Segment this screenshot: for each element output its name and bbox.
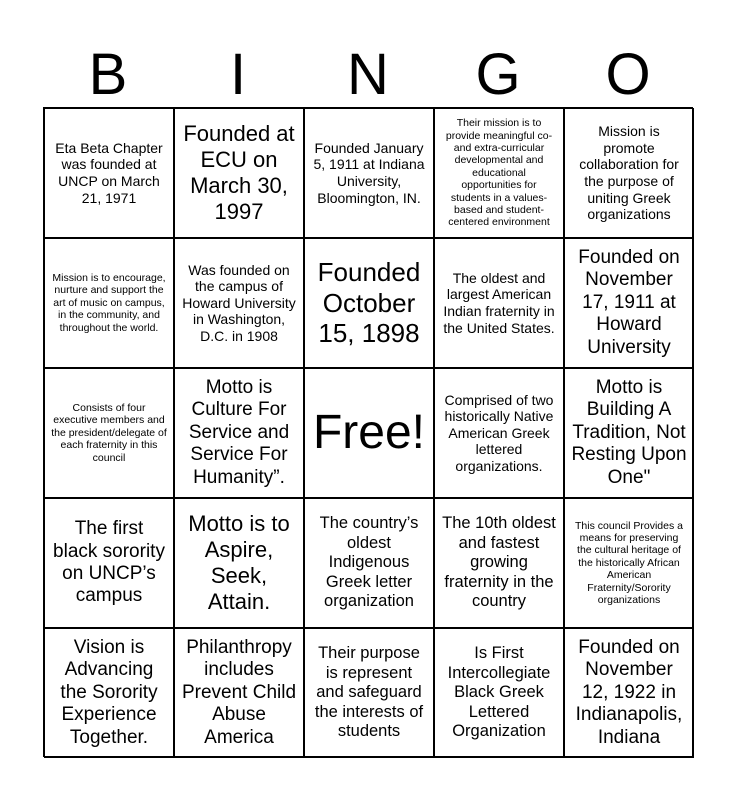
cell-text: Mission is promote collaboration for the purpose of uniting Greek organizations [579, 123, 679, 223]
cell-text: Motto is Building A Tradition, Not Resting Upon One" [571, 376, 687, 488]
cell-text: Mission is to encourage, nurture and support the art of music on campus, in the community, and throughout the world. [52, 272, 166, 334]
bingo-cell[interactable] [434, 628, 564, 758]
bingo-cell[interactable] [44, 628, 174, 758]
free-space-cell[interactable] [304, 368, 434, 498]
cell-text: This council Provides a means for preserving the cultural heritage of the historically African American Fraternity/Sorority organizations [575, 519, 683, 606]
bingo-cell[interactable] [44, 498, 174, 628]
cell-text: Vision is Advancing the Sorority Experience Together. [60, 636, 158, 748]
cell-text: The oldest and largest American Indian fraternity in the United States. [443, 269, 555, 336]
cell-text: The first black sorority on UNCP’s campus [53, 518, 165, 607]
bingo-cell[interactable] [434, 368, 564, 498]
header-letter-b: B [88, 42, 128, 107]
bingo-board [43, 107, 693, 757]
cell-text: Is First Intercollegiate Black Greek Lettered Organization [447, 644, 551, 741]
cell-text: Was founded on the campus of Howard University in Washington, D.C. in 1908 [182, 261, 296, 344]
header-letter-n: N [347, 42, 389, 107]
cell-text: Founded on November 12, 1922 in Indianapolis, Indiana [575, 636, 683, 748]
free-space-text: Free! [312, 405, 426, 459]
cell-text: The country’s oldest Indigenous Greek letter organization [319, 514, 419, 611]
bingo-cell[interactable] [44, 238, 174, 368]
bingo-cell[interactable] [304, 628, 434, 758]
cell-text: Eta Beta Chapter was founded at UNCP on March 21, 1971 [55, 139, 163, 206]
cell-text: Motto is Culture For Service and Service For Humanity”. [188, 376, 290, 488]
header-letter-g: G [475, 42, 521, 107]
cell-text: Their purpose is represent and safeguard the interests of students [314, 644, 424, 741]
bingo-cell[interactable] [434, 498, 564, 628]
bingo-cell[interactable] [564, 238, 694, 368]
bingo-cell[interactable] [564, 628, 694, 758]
bingo-cell[interactable] [174, 108, 304, 238]
cell-text: Founded October 15, 1898 [317, 256, 421, 349]
bingo-cell[interactable] [564, 498, 694, 628]
cell-text: Founded at ECU on March 30, 1997 [183, 121, 295, 224]
cell-text: Motto is to Aspire, Seek, Attain. [188, 511, 290, 614]
bingo-cell[interactable] [304, 108, 434, 238]
bingo-cell[interactable] [174, 238, 304, 368]
cell-text: Comprised of two historically Native American Greek lettered organizations. [444, 391, 554, 474]
header-letter-o: O [605, 42, 651, 107]
bingo-cell[interactable] [304, 238, 434, 368]
bingo-cell[interactable] [564, 108, 694, 238]
bingo-cell[interactable] [434, 238, 564, 368]
bingo-header [43, 42, 693, 108]
bingo-cell[interactable] [564, 368, 694, 498]
cell-text: Consists of four executive members and the president/delegate of each fraternity in this council [51, 402, 167, 464]
bingo-cell[interactable] [174, 628, 304, 758]
cell-text: Founded January 5, 1911 at Indiana University, Bloomington, IN. [313, 139, 425, 206]
bingo-cell[interactable] [174, 498, 304, 628]
bingo-cell[interactable] [44, 368, 174, 498]
header-letter-i: I [229, 42, 247, 107]
cell-text: Philanthropy includes Prevent Child Abuse America [181, 636, 297, 748]
bingo-cell[interactable] [434, 108, 564, 238]
bingo-cell[interactable] [304, 498, 434, 628]
bingo-cell[interactable] [44, 108, 174, 238]
bingo-cell[interactable] [174, 368, 304, 498]
cell-text: The 10th oldest and fastest growing fraternity in the country [442, 514, 556, 611]
cell-text: Founded on November 17, 1911 at Howard University [578, 246, 680, 358]
cell-text: Their mission is to provide meaningful co- and extra-curricular developmental and educational opportunities for students in a values-based and student-centered environment [445, 117, 553, 229]
